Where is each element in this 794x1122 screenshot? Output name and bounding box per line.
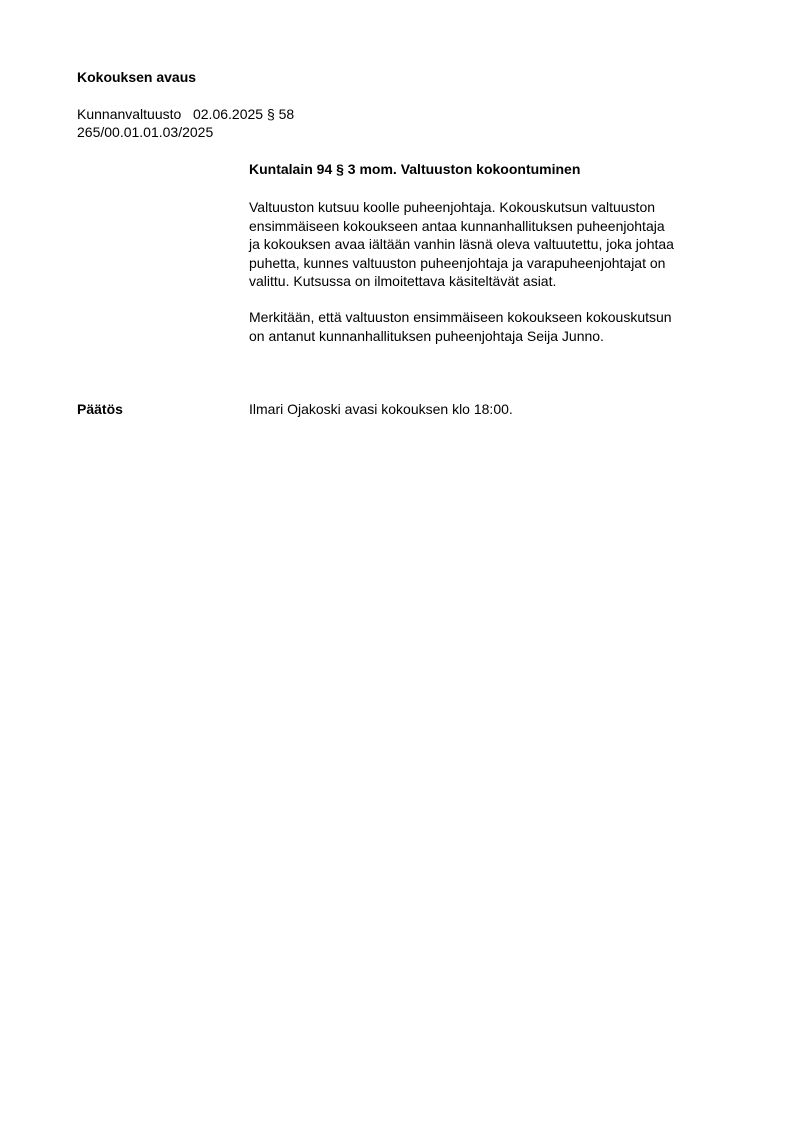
- paragraph-line: on antanut kunnanhallituksen puheenjohtaja Seija Junno.: [249, 327, 604, 344]
- paragraph-line: Merkitään, että valtuuston ensimmäiseen kokoukseen kokouskutsun: [249, 309, 672, 325]
- decision-label: Päätös: [77, 401, 123, 417]
- paragraph-line: ja kokouksen avaa iältään vanhin läsnä oleva valtuutettu, joka johtaa: [249, 236, 674, 252]
- meeting-info: [77, 106, 294, 122]
- meeting-section: § 58: [266, 106, 295, 122]
- paragraph-note: [249, 308, 749, 345]
- paragraph-legal-basis: [249, 198, 749, 291]
- paragraph-line: puhetta, kunnes valtuuston puheenjohtaja ja varapuheenjohtajat on: [249, 254, 666, 271]
- paragraph-line: Valtuuston kutsuu koolle puheenjohtaja. Kokouskutsun valtuuston: [249, 199, 656, 215]
- topic-title: Kuntalain 94 § 3 mom. Valtuuston kokoontuminen: [249, 161, 581, 177]
- decision-text: Ilmari Ojakoski avasi kokouksen klo 18:00.: [249, 401, 513, 417]
- meeting-date: 02.06.2025: [192, 106, 264, 122]
- paragraph-line: ensimmäiseen kokoukseen antaa kunnanhallituksen puheenjohtaja: [249, 217, 665, 234]
- meeting-body: Kunnanvaltuusto: [77, 106, 182, 122]
- document-heading: Kokouksen avaus: [77, 69, 197, 85]
- paragraph-line: valittu. Kutsussa on ilmoitettava käsiteltävät asiat.: [249, 273, 557, 289]
- reference-number: 265/00.01.01.03/2025: [77, 124, 214, 140]
